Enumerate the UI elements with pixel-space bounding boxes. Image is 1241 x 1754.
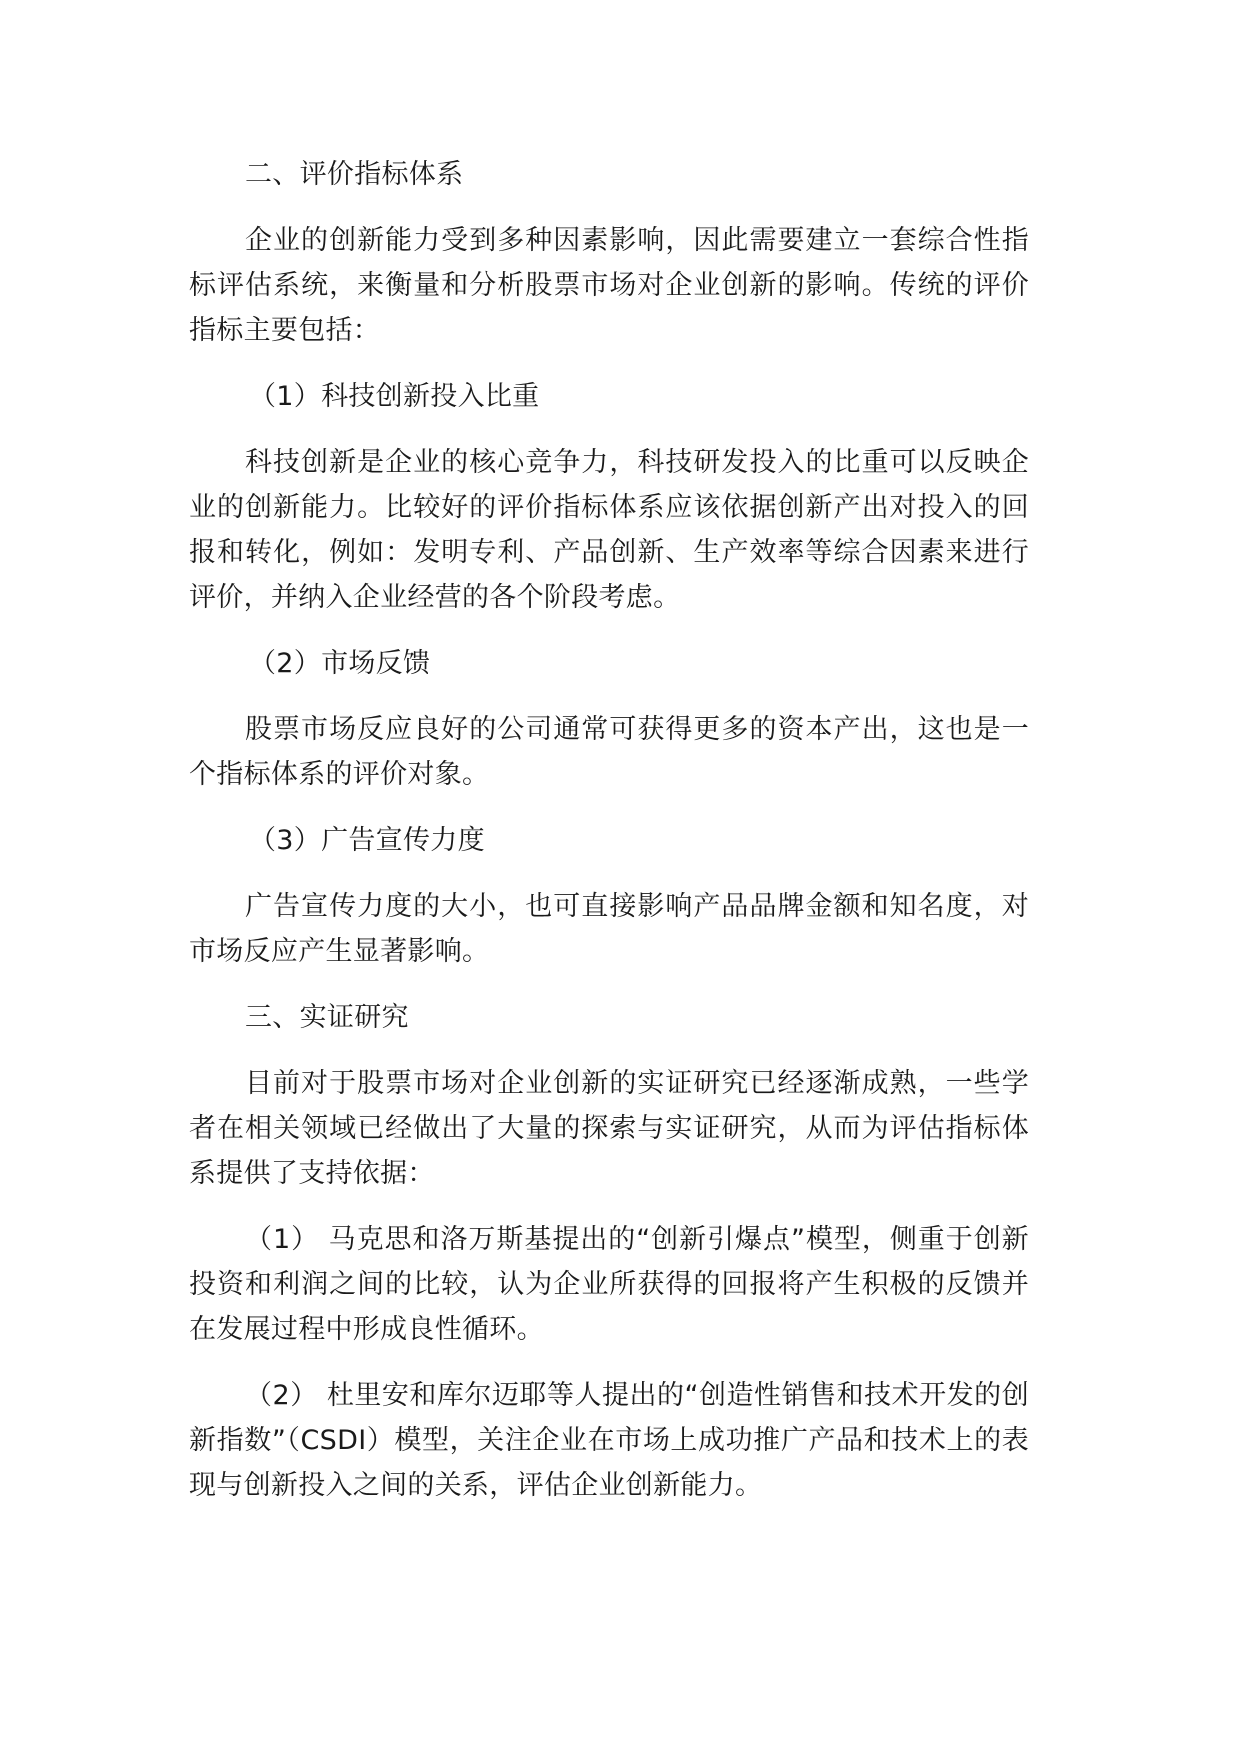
section-heading-empirical-research: 三、实证研究 — [245, 1002, 409, 1033]
item-title-tech-investment: （1）科技创新投入比重 — [249, 381, 540, 412]
paragraph-tech-investment: 科技创新是企业的核心竞争力，科技研发投入的比重可以反映企业的创新能力。比较好的评价指标体系应该依据创新产出对投入的回报和转化，例如：发明专利、产品创新、生产效率等综合因素来进行评价，并纳入企业经营的各个阶段考虑。 — [189, 447, 1029, 613]
section-heading-evaluation-system: 二、评价指标体系 — [245, 159, 464, 190]
paragraph-empirical-intro: 目前对于股票市场对企业创新的实证研究已经逐渐成熟，一些学者在相关领域已经做出了大量的探索与实证研究，从而为评估指标体系提供了支持依据： — [189, 1068, 1029, 1189]
document-body — [189, 152, 1029, 1529]
paragraph-advertising: 广告宣传力度的大小，也可直接影响产品品牌金额和知名度，对市场反应产生显著影响。 — [189, 891, 1029, 967]
paragraph-intro: 企业的创新能力受到多种因素影响，因此需要建立一套综合性指标评估系统，来衡量和分析股票市场对企业创新的影响。传统的评价指标主要包括： — [189, 225, 1029, 346]
item-title-advertising: （3）广告宣传力度 — [249, 825, 485, 856]
item-title-market-feedback: （2）市场反馈 — [249, 648, 431, 679]
paragraph-market-feedback: 股票市场反应良好的公司通常可获得更多的资本产出，这也是一个指标体系的评价对象。 — [189, 714, 1029, 790]
paragraph-model-tipping-point: （1） 马克思和洛万斯基提出的“创新引爆点”模型，侧重于创新投资和利润之间的比较，认为企业所获得的回报将产生积极的反馈并在发展过程中形成良性循环。 — [189, 1224, 1029, 1345]
paragraph-model-csdi: （2） 杜里安和库尔迈耶等人提出的“创造性销售和技术开发的创新指数”（CSDI）模型，关注企业在市场上成功推广产品和技术上的表现与创新投入之间的关系，评估企业创新能力。 — [189, 1380, 1029, 1501]
